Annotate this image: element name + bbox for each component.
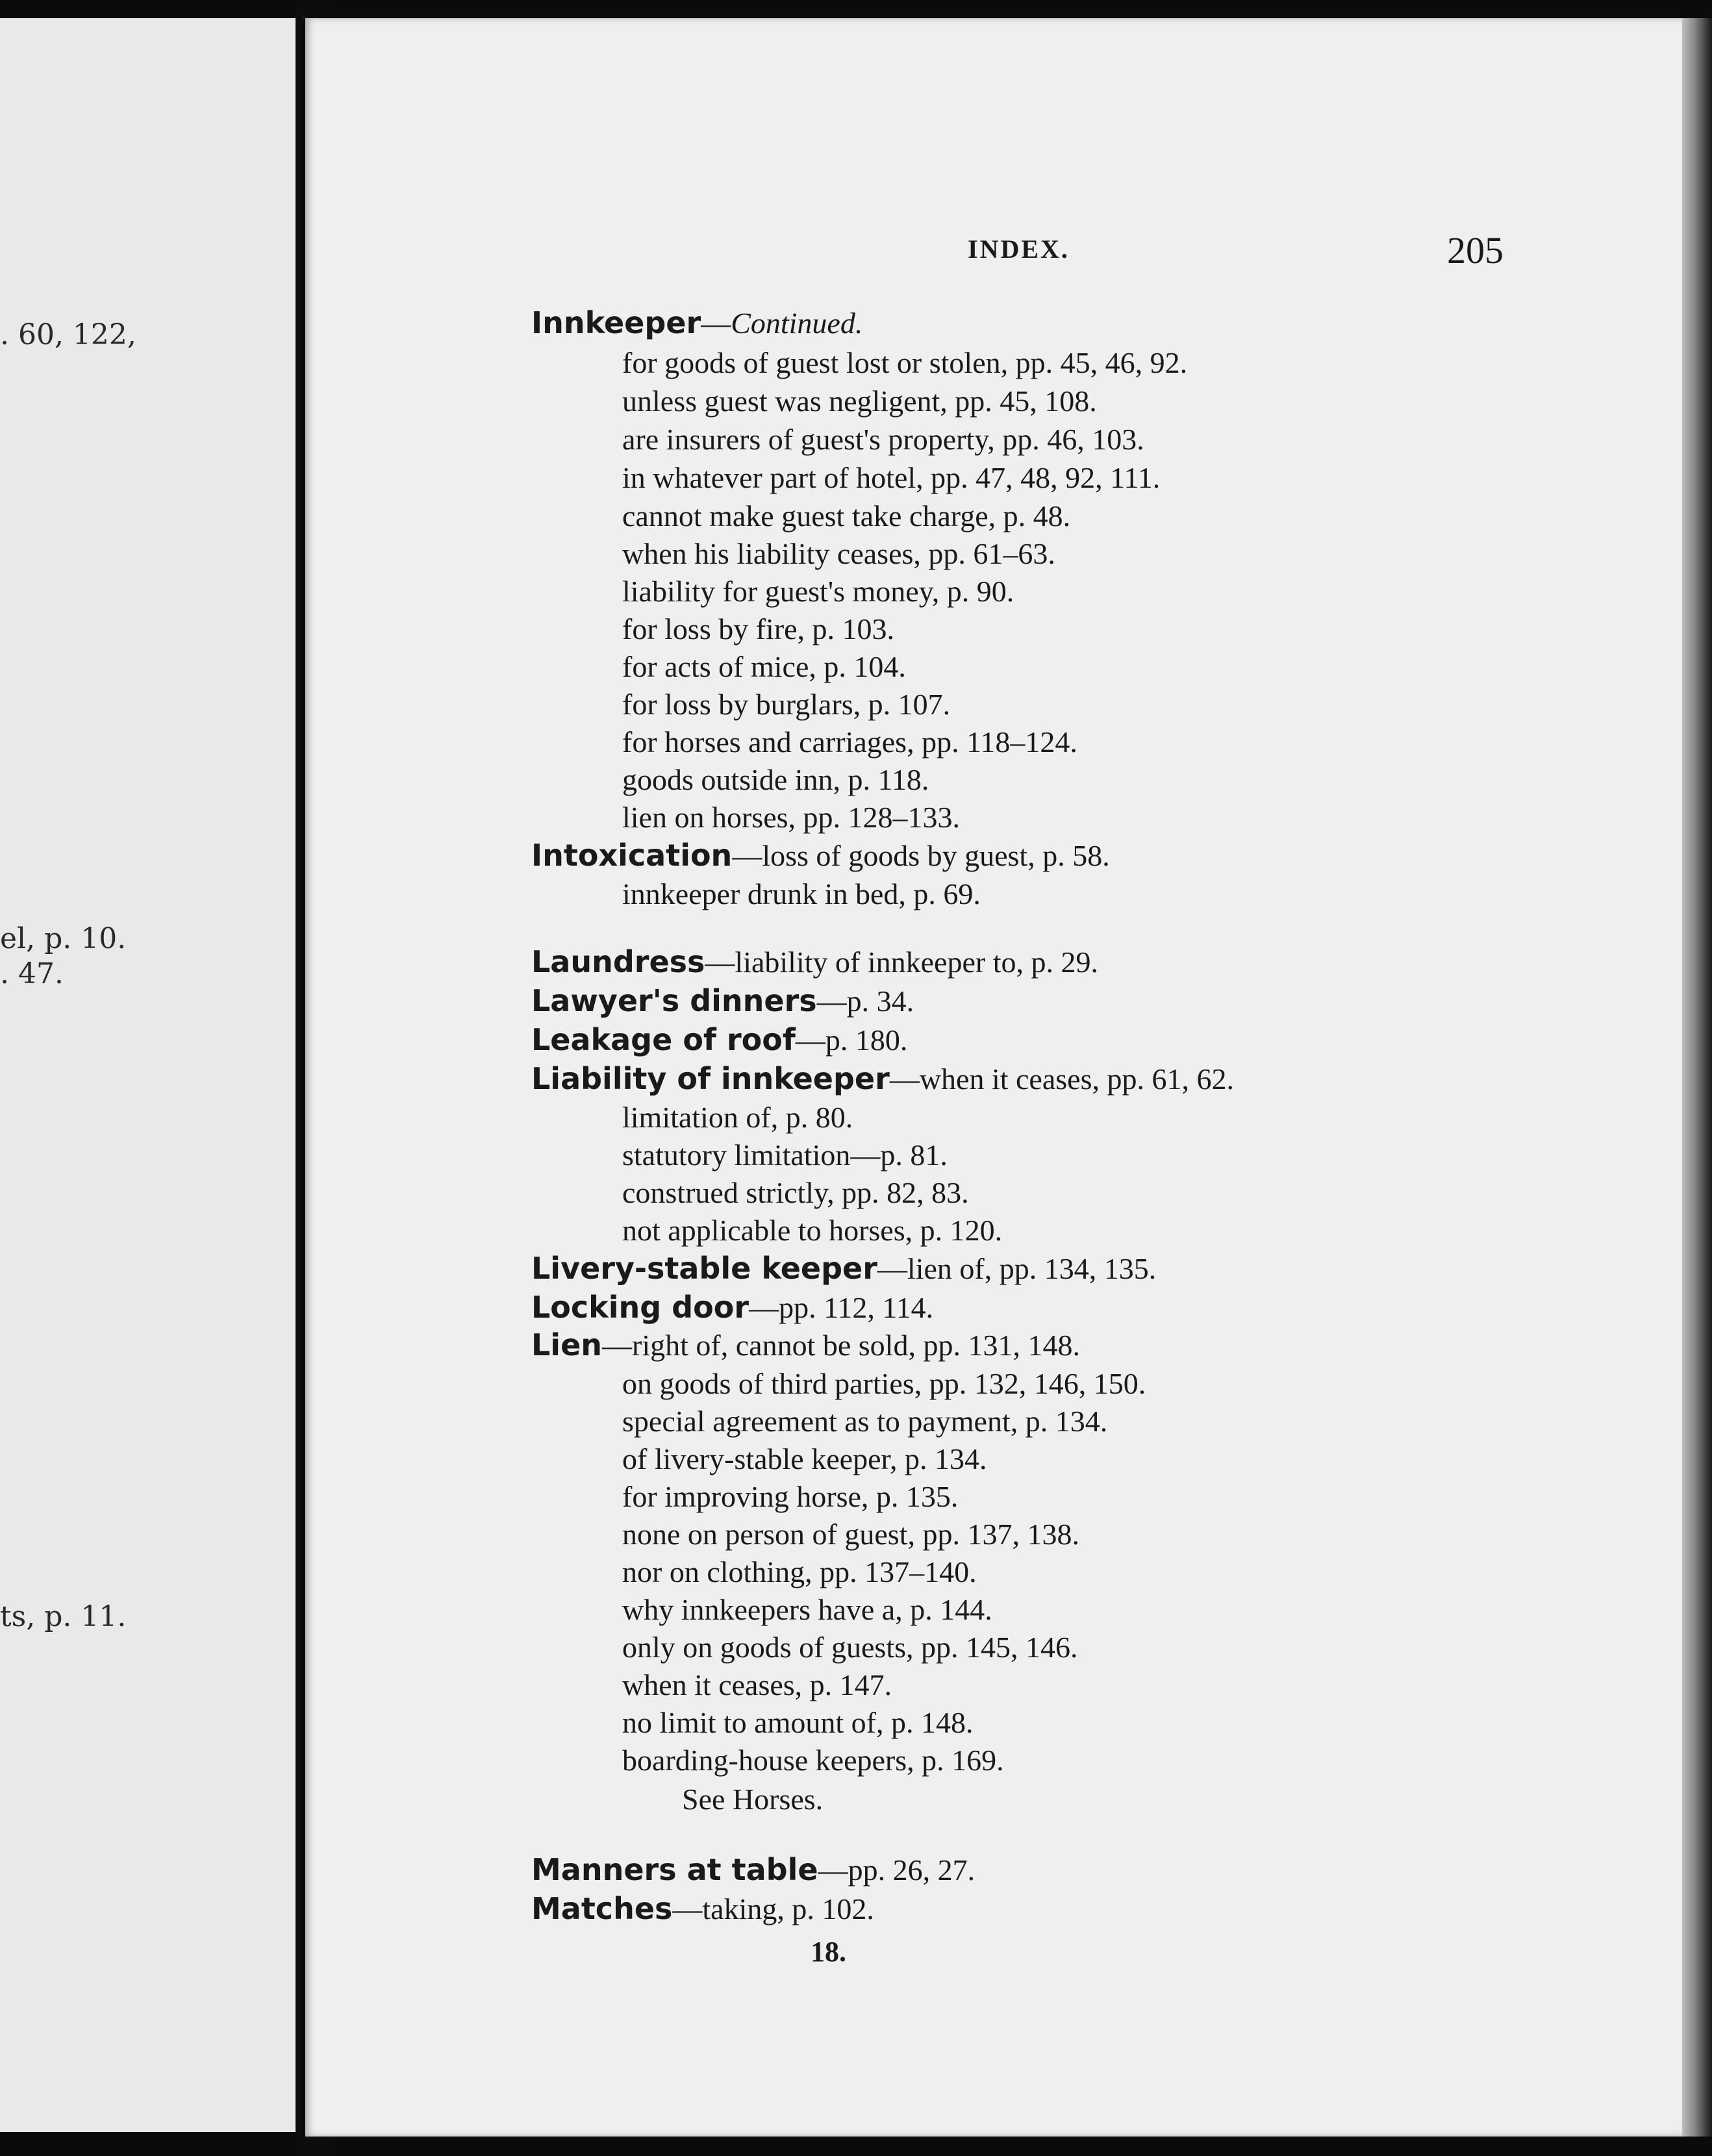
index-subentry: lien on horses, pp. 128–133. <box>622 801 961 834</box>
entry-term: Laundress <box>531 944 705 979</box>
index-entry <box>531 1061 1234 1096</box>
index-entry <box>531 1891 874 1926</box>
left-fragment-4: ts, p. 11. <box>0 1600 127 1633</box>
entry-text: right of, cannot be sold, pp. 131, 148. <box>632 1329 1080 1362</box>
index-subentry: for horses and carriages, pp. 118–124. <box>622 725 1077 758</box>
index-subentry: no limit to amount of, p. 148. <box>622 1706 974 1739</box>
entry-separator: — <box>705 946 735 979</box>
entry-text: lien of, pp. 134, 135. <box>907 1252 1157 1285</box>
index-subentry: are insurers of guest's property, pp. 46, 103. <box>622 423 1144 456</box>
left-fragment-2: el, p. 10. <box>0 922 127 955</box>
entry-text: p. 34. <box>846 984 914 1018</box>
index-subentry: unless guest was negligent, pp. 45, 108. <box>622 384 1097 418</box>
entry-separator: — <box>877 1252 907 1285</box>
index-entry <box>531 1290 933 1325</box>
index-subentry: for goods of guest lost or stolen, pp. 45, 46, 92. <box>622 346 1188 379</box>
index-subentry: special agreement as to payment, p. 134. <box>622 1405 1108 1438</box>
index-entry <box>531 305 862 340</box>
index-subentry: for improving horse, p. 135. <box>622 1480 959 1513</box>
entry-separator: — <box>749 1291 779 1324</box>
entry-text: pp. 26, 27. <box>848 1853 976 1886</box>
index-subentry: boarding-house keepers, p. 169. <box>622 1744 1004 1777</box>
index-subentry: for loss by burglars, p. 107. <box>622 688 951 721</box>
index-entry <box>531 983 914 1018</box>
index-subentry: only on goods of guests, pp. 145, 146. <box>622 1631 1078 1664</box>
left-fragment-3: . 47. <box>0 957 64 990</box>
cross-reference: See Horses. <box>682 1783 824 1816</box>
index-subentry: none on person of guest, pp. 137, 138. <box>622 1518 1079 1551</box>
entry-separator: — <box>602 1329 633 1362</box>
entry-separator: — <box>818 1853 848 1886</box>
entry-separator: — <box>795 1023 825 1057</box>
running-head: INDEX. <box>968 234 1070 264</box>
index-entry <box>531 1327 1080 1362</box>
entry-text: taking, p. 102. <box>702 1892 874 1925</box>
entry-text: Continued. <box>731 307 863 340</box>
index-subentry: statutory limitation—p. 81. <box>622 1138 948 1172</box>
entry-term: Intoxication <box>531 838 733 873</box>
entry-text: pp. 112, 114. <box>779 1291 934 1324</box>
left-fragment-1: . 60, 122, <box>0 318 136 351</box>
entry-separator: — <box>889 1062 920 1096</box>
index-subentry: liability for guest's money, p. 90. <box>622 575 1014 608</box>
index-entry <box>531 1852 975 1887</box>
index-entry <box>531 838 1110 873</box>
index-subentry: not applicable to horses, p. 120. <box>622 1214 1003 1247</box>
entry-term: Liability of innkeeper <box>531 1061 890 1096</box>
entry-separator: — <box>672 1892 703 1925</box>
entry-term: Livery-stable keeper <box>531 1251 877 1286</box>
page-edge <box>1682 18 1712 2137</box>
index-subentry: nor on clothing, pp. 137–140. <box>622 1555 977 1588</box>
index-subentry: cannot make guest take charge, p. 48. <box>622 499 1071 533</box>
page-number: 205 <box>1447 229 1504 271</box>
entry-text: p. 180. <box>825 1023 908 1057</box>
index-subentry: for acts of mice, p. 104. <box>622 650 906 683</box>
entry-separator: — <box>701 307 731 340</box>
index-subentry: why innkeepers have a, p. 144. <box>622 1593 992 1626</box>
entry-term: Leakage of roof <box>531 1022 796 1057</box>
index-entry <box>531 1251 1156 1286</box>
index-subentry: goods outside inn, p. 118. <box>622 763 929 796</box>
entry-text: loss of goods by guest, p. 58. <box>762 839 1110 872</box>
index-subentry: when it ceases, p. 147. <box>622 1668 892 1701</box>
index-entry <box>531 1022 907 1057</box>
left-facing-page <box>0 18 296 2132</box>
entry-term: Locking door <box>531 1290 749 1325</box>
entry-text: when it ceases, pp. 61, 62. <box>919 1062 1234 1096</box>
entry-text: liability of innkeeper to, p. 29. <box>735 946 1098 979</box>
index-subentry: when his liability ceases, pp. 61–63. <box>622 537 1055 570</box>
index-subentry: construed strictly, pp. 82, 83. <box>622 1176 969 1209</box>
index-entry <box>531 944 1098 979</box>
entry-separator: — <box>732 839 762 872</box>
entry-term: Matches <box>531 1891 673 1926</box>
entry-term: Manners at table <box>531 1852 818 1887</box>
entry-term: Innkeeper <box>531 305 701 340</box>
entry-term: Lawyer's dinners <box>531 983 817 1018</box>
index-subentry: in whatever part of hotel, pp. 47, 48, 92, 111. <box>622 461 1161 494</box>
index-subentry: innkeeper drunk in bed, p. 69. <box>622 877 981 910</box>
index-subentry: of livery-stable keeper, p. 134. <box>622 1442 987 1475</box>
index-subentry: on goods of third parties, pp. 132, 146, 150. <box>622 1367 1146 1400</box>
entry-separator: — <box>816 984 847 1018</box>
signature-mark: 18. <box>811 1936 846 1968</box>
entry-term: Lien <box>531 1327 603 1362</box>
index-subentry: limitation of, p. 80. <box>622 1101 853 1134</box>
index-subentry: for loss by fire, p. 103. <box>622 612 895 646</box>
